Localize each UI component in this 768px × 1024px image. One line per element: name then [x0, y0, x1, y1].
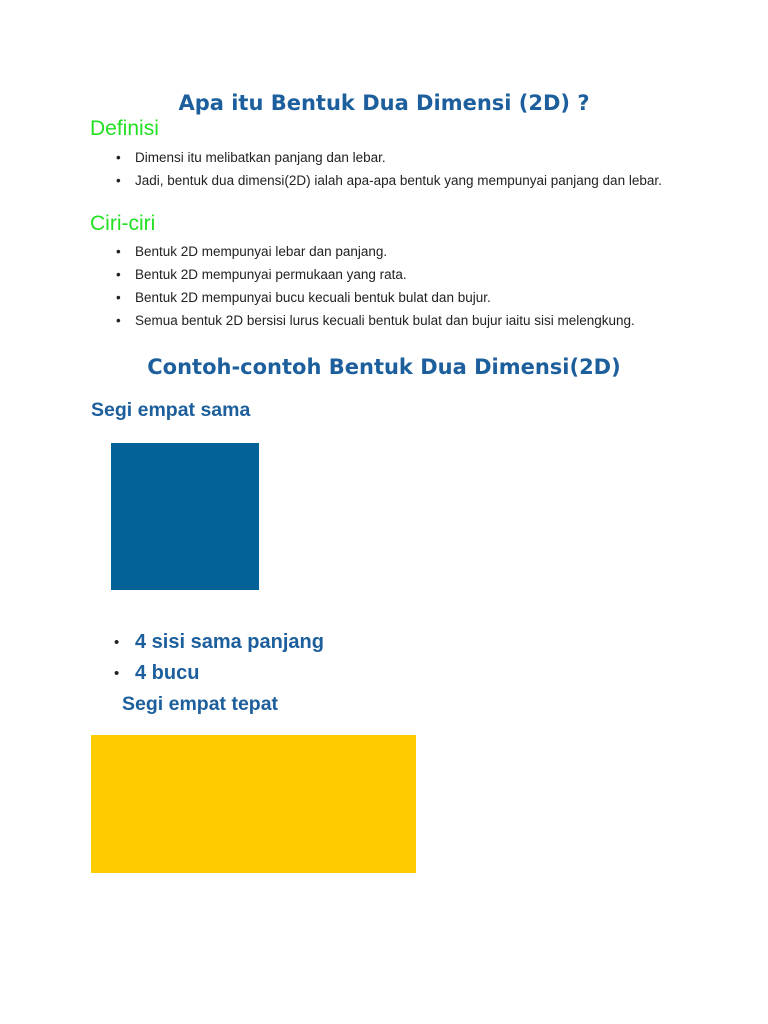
- square-shape: [111, 443, 259, 590]
- list-item: • 4 sisi sama panjang: [114, 629, 514, 660]
- ciri-ciri-list: [108, 244, 668, 336]
- list-item: • Semua bentuk 2D bersisi lurus kecuali bentuk bulat dan bujur iaitu sisi melengkung.: [108, 313, 668, 329]
- definisi-heading: Definisi: [90, 117, 159, 140]
- segi-empat-tepat-heading: Segi empat tepat: [122, 693, 279, 715]
- list-item: • Bentuk 2D mempunyai permukaan yang rata.: [108, 267, 668, 283]
- page-title: Apa itu Bentuk Dua Dimensi (2D) ?: [178, 91, 590, 115]
- list-item: • Dimensi itu melibatkan panjang dan lebar.: [108, 150, 668, 166]
- list-item: • Jadi, bentuk dua dimensi(2D) ialah apa-apa bentuk yang mempunyai panjang dan lebar.: [108, 173, 668, 189]
- definisi-list: [108, 150, 668, 196]
- ciri-ciri-heading: Ciri-ciri: [90, 212, 156, 235]
- list-item: • 4 bucu: [114, 660, 514, 691]
- square-properties-list: [114, 629, 514, 691]
- list-item: • Bentuk 2D mempunyai lebar dan panjang.: [108, 244, 668, 260]
- contoh-contoh-title: Contoh-contoh Bentuk Dua Dimensi(2D): [147, 355, 621, 379]
- rectangle-shape: [91, 735, 416, 873]
- list-item: • Bentuk 2D mempunyai bucu kecuali bentuk bulat dan bujur.: [108, 290, 668, 306]
- segi-empat-sama-heading: Segi empat sama: [91, 399, 251, 421]
